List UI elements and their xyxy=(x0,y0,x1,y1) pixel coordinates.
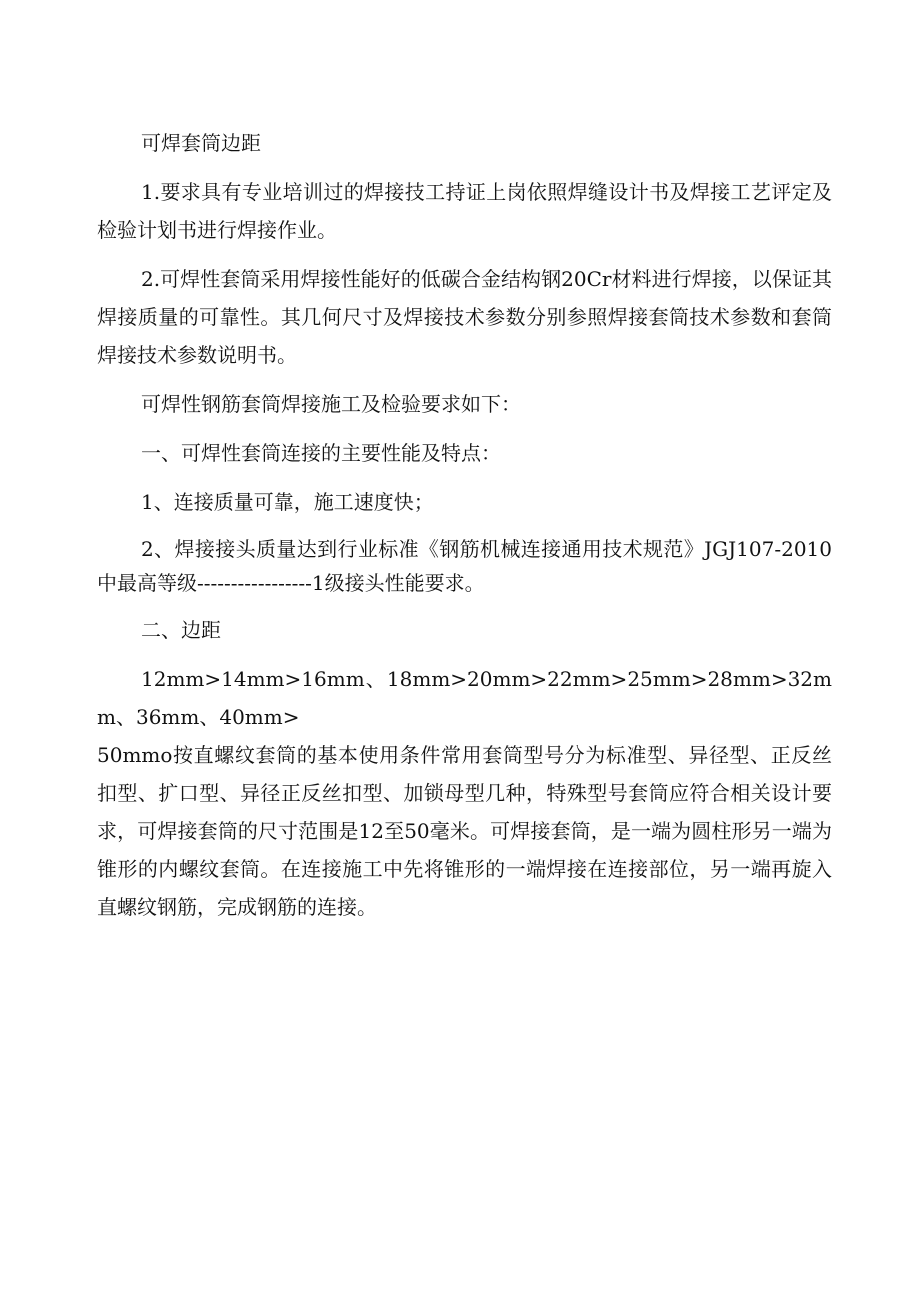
document-body xyxy=(97,124,832,937)
paragraph-3: 可焊性钢筋套筒焊接施工及检验要求如下： xyxy=(141,392,521,416)
paragraph-6: 2、焊接接头质量达到行业标准《钢筋机械连接通用技术规范》JGJ107-2010中最高等级-----------------1级接头性能要求。 xyxy=(97,537,832,595)
paragraph-8: 12mm>14mm>16mm、18mm>20mm>22mm>25mm>28mm>32mm、36mm、40mm> xyxy=(97,667,832,729)
paragraph-1: 1.要求具有专业培训过的焊接技工持证上岗依照焊缝设计书及焊接工艺评定及检验计划书进行焊接作业。 xyxy=(97,180,832,242)
paragraph-7: 二、边距 xyxy=(141,618,221,642)
document-title: 可焊套筒边距 xyxy=(141,131,261,155)
paragraph-9: 50mmo按直螺纹套筒的基本使用条件常用套筒型号分为标准型、异径型、正反丝扣型、扩口型、异径正反丝扣型、加锁母型几种，特殊型号套筒应符合相关设计要求，可焊接套筒的尺寸范围是12至50毫米。可焊接套筒，是一端为圆柱形另一端为锥形的内螺纹套筒。在连接施工中先将锥形的一端焊接在连接部位，另一端再旋入直螺纹钢筋，完成钢筋的连接。 xyxy=(97,743,832,919)
paragraph-4: 一、可焊性套筒连接的主要性能及特点： xyxy=(141,441,501,465)
paragraph-5: 1、连接质量可靠，施工速度快； xyxy=(141,490,434,514)
paragraph-2: 2.可焊性套筒采用焊接性能好的低碳合金结构钢20Cr材料进行焊接，以保证其焊接质量的可靠性。其几何尺寸及焊接技术参数分别参照焊接套筒技术参数和套筒焊接技术参数说明书。 xyxy=(97,267,832,367)
